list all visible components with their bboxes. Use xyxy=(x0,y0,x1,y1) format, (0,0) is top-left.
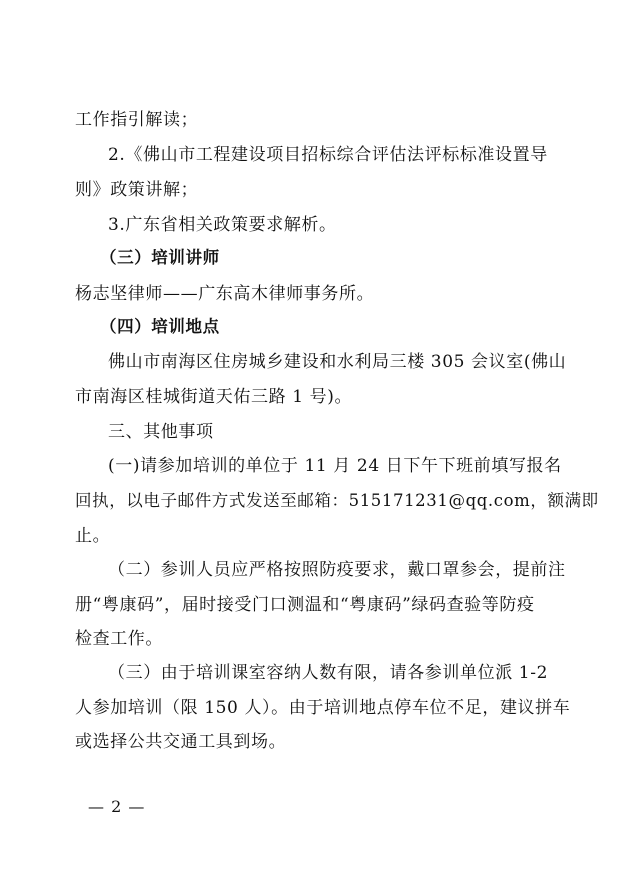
text-line: 检查工作。 xyxy=(75,629,163,649)
text-line: （二）参训人员应严格按照防疫要求，戴口罩参会，提前注 xyxy=(108,560,566,580)
text-line: （三）由于培训课室容纳人数有限，请各参训单位派 1-2 xyxy=(108,663,548,683)
text-line: 3.广东省相关政策要求解析。 xyxy=(108,215,337,235)
section-heading: 三、其他事项 xyxy=(108,422,214,442)
text-line: 市南海区桂城街道天佑三路 1 号)。 xyxy=(75,387,353,407)
text-line: 2.《佛山市工程建设项目招标综合评估法评标标准设置导 xyxy=(108,145,548,165)
text-line: 杨志坚律师——广东高木律师事务所。 xyxy=(75,284,375,304)
page-number: — 2 — xyxy=(88,797,146,816)
section-heading: （三）培训讲师 xyxy=(100,248,220,267)
text-line: 人参加培训（限 150 人）。由于培训地点停车位不足，建议拼车 xyxy=(75,698,571,718)
text-line: 册“粤康码”，届时接受门口测温和“粤康码”绿码查验等防疫 xyxy=(75,595,535,615)
text-line: 则》政策讲解； xyxy=(75,180,199,200)
text-line: 回执，以电子邮件方式发送至邮箱：515171231@qq.com，额满即 xyxy=(75,491,599,510)
text-line: 佛山市南海区住房城乡建设和水利局三楼 305 会议室(佛山 xyxy=(108,352,567,372)
text-line: (一)请参加培训的单位于 11 月 24 日下午下班前填写报名 xyxy=(108,456,562,476)
text-line: 止。 xyxy=(75,526,111,546)
text-line: 或选择公共交通工具到场。 xyxy=(75,732,287,752)
section-heading: （四）培训地点 xyxy=(100,317,220,336)
text-line: 工作指引解读； xyxy=(75,110,199,130)
